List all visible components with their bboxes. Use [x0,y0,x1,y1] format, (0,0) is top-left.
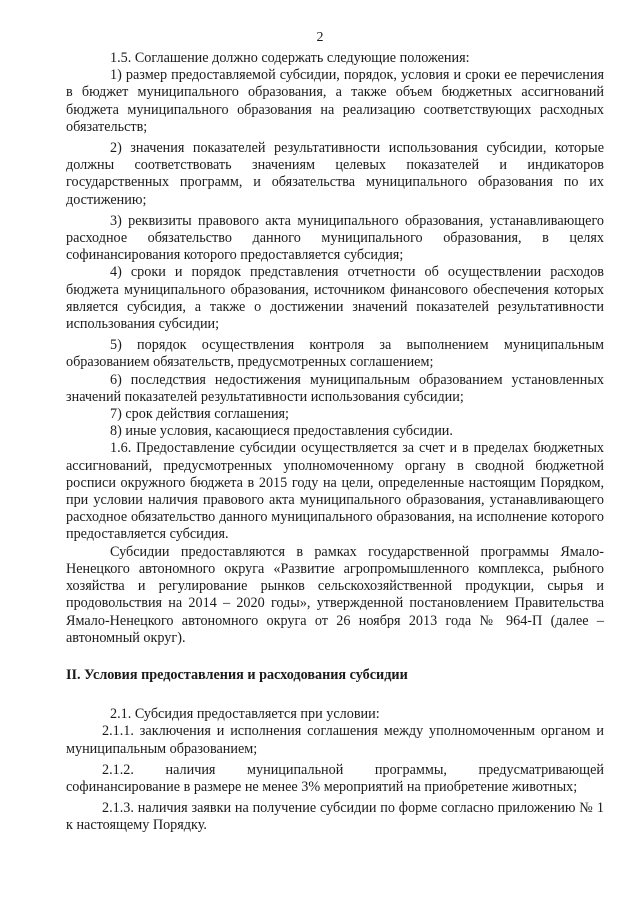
paragraph-1-6: 1.6. Предоставление субсидии осуществляется за счет и в пределах бюджетных ассигнований, предусмотренных уполномоченному органу в сводной бюджетной росписи окружного бюджета в 2015 году на цели, определенные настоящим Порядком, при условии наличия правового акта муниципального образования, устанавливающего расходное обязательство данного муниципального образования, на исполнение которого предоставляется субсидия. [66,440,604,543]
paragraph-2-1: 2.1. Субсидия предоставляется при условии: [110,706,380,723]
paragraph-1-5-item-3: 3) реквизиты правового акта муниципального образования, устанавливающего расходное обязательство данного муниципального образования, в целях софинансирования которого предоставляется субсидия; [66,212,604,264]
paragraph-1-5-item-6: 6) последствия недостижения муниципальным образованием установленных значений показателей результативности использования субсидии; [66,371,604,405]
paragraph-1-5-item-1: 1) размер предоставляемой субсидии, порядок, условия и сроки ее перечисления в бюджет муниципального образования, а также объем бюджетных ассигнований бюджета муниципального образования на реализацию соответствующих расходных обязательств; [66,67,604,135]
paragraph-1-5-item-5: 5) порядок осуществления контроля за выполнением муниципальным образованием обязательств, предусмотренных соглашением; [66,337,604,371]
document-body [66,50,604,835]
paragraph-2-1-1: 2.1.1. заключения и исполнения соглашения между уполномоченным органом и муниципальным образованием; [66,723,604,757]
section-heading: II. Условия предоставления и расходования субсидии [66,666,408,683]
paragraph-1-5-item-7: 7) срок действия соглашения; [110,406,289,423]
paragraph-1-5-item-8: 8) иные условия, касающиеся предоставления субсидии. [110,423,453,440]
paragraph-1-5-item-2: 2) значения показателей результативности использования субсидии, которые должны соответствовать значениям целевых показателей и индикаторов государственных программ, и обязательства муниципального образования по их достижению; [66,140,604,208]
paragraph-program: Субсидии предоставляются в рамках государственной программы Ямало-Ненецкого автономного округа «Развитие агропромышленного комплекса, рыбного хозяйства и регулирование рынков сельскохозяйственной продукции, сырья и продовольствия на 2014 – 2020 годы», утвержденной постановлением Правительства Ямало-Ненецкого автономного округа от 26 ноября 2013 года № 964-П (далее – автономный округ). [66,543,604,646]
paragraph-2-1-2: 2.1.2. наличия муниципальной программы, предусматривающей софинансирование в размере не менее 3% мероприятий на приобретение животных; [66,761,604,795]
paragraph-1-5: 1.5. Соглашение должно содержать следующие положения: [110,50,470,66]
paragraph-2-1-3: 2.1.3. наличия заявки на получение субсидии по форме согласно приложению № 1 к настоящему Порядку. [66,800,604,834]
page-number: 2 [316,30,324,45]
paragraph-1-5-item-4: 4) сроки и порядок представления отчетности об осуществлении расходов бюджета муниципального образования, источником финансового обеспечения которых является субсидия, а также о достижении значений показателей результативности использования субсидии; [66,264,604,333]
